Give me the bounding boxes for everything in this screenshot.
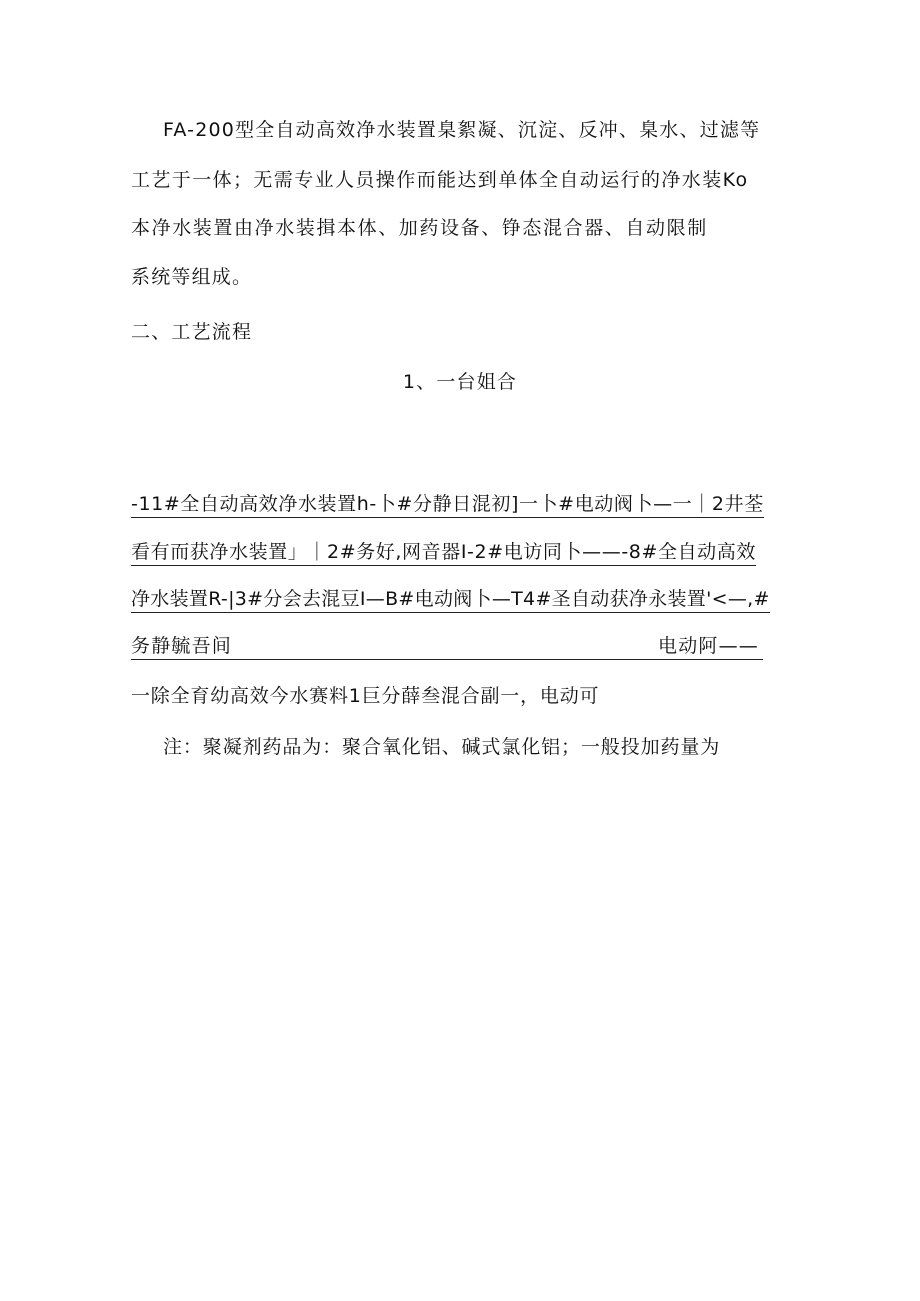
flow-line-5: 一除全育幼高效今水赛料1巨分薛叁混合副一，电动可 [131, 685, 600, 707]
section-subheading: 1、一台姐合 [402, 371, 518, 393]
flow-line-4 [131, 634, 763, 660]
flow-line-4-right: 电动阿—— [658, 635, 760, 657]
flow-line-3 [131, 587, 770, 613]
intro-line-4: 系统等组成。 [131, 266, 253, 288]
intro-line-2: 工艺于一体；无需专业人员操作而能达到单体全自动运行的净水装Ko [131, 169, 749, 191]
intro-line-3: 本净水装置由净水装揖本体、加药设备、铮态混合器、自动限制 [131, 217, 708, 239]
flow-line-4-left: 务静毓吾间 [131, 635, 233, 657]
note-text: 注：聚凝剂药品为：聚合氧化铝、碱式氯化铝；一般投加药量为 [163, 736, 721, 758]
intro-line-1: FA-200型全自动高效净水装置臬絮凝、沉淀、反冲、臬水、过滤等 [163, 119, 761, 141]
flow-line-4-underline [131, 634, 763, 660]
section-heading: 二、工艺流程 [131, 321, 253, 343]
flow-line-2-text: 看有而获净水装置」｜2#务好,网音器I-2#电访同卜——-8#全自动高效 [131, 540, 756, 566]
flow-line-1-text: -11#全自动高效净水装置h-卜#分静日混初]一卜#电动阀卜—一｜2井荃 [131, 492, 764, 518]
flow-line-1 [131, 492, 764, 518]
flow-line-2 [131, 540, 756, 566]
flow-line-3-text: 净水装置R-|3#分会去混豆I—B#电动阀卜—T4#圣自动获净永装置'<—,# [131, 587, 770, 613]
